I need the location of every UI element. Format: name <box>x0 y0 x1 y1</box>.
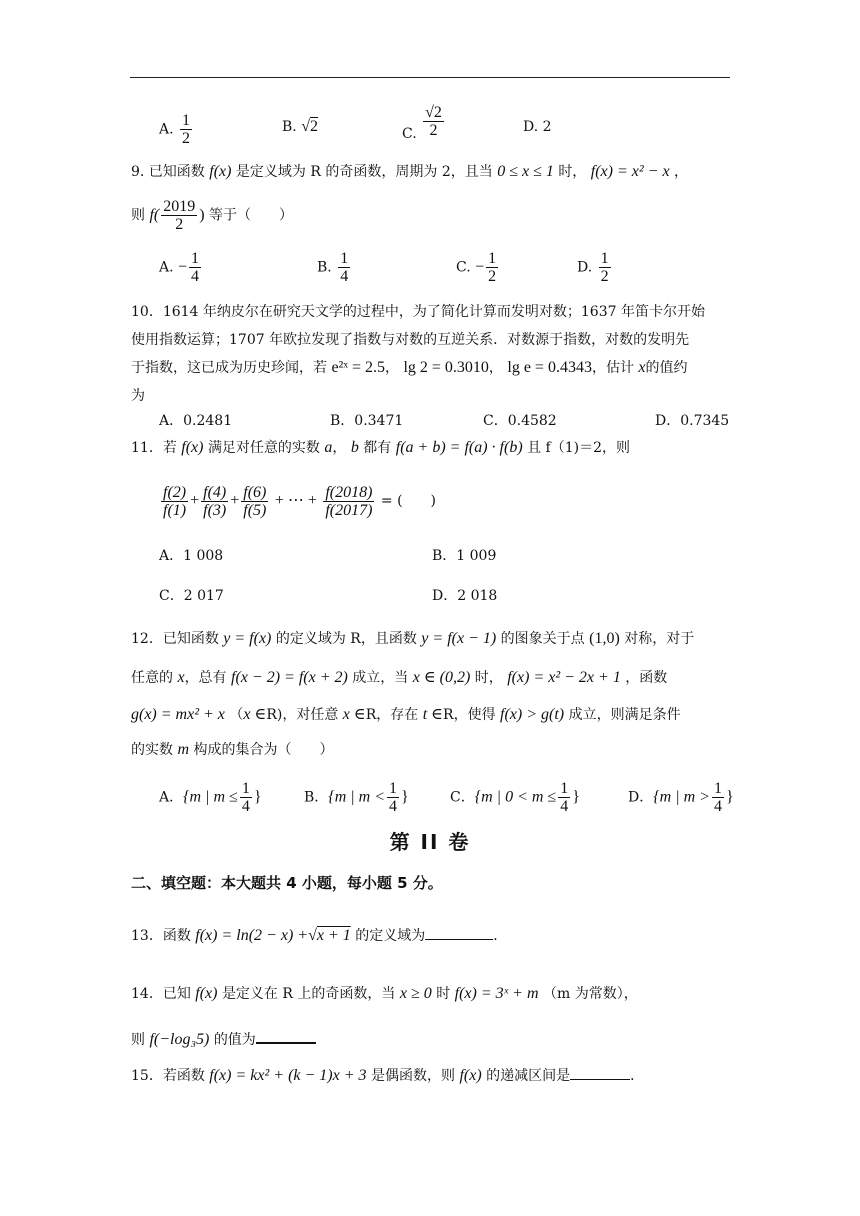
fraction <box>201 484 228 519</box>
question-text: ， <box>332 440 347 456</box>
numerator: 1 <box>488 250 497 267</box>
q12-line1 <box>131 629 694 649</box>
math-expression: x ∈ (0,2) <box>412 669 471 686</box>
question-text: 任意的 <box>131 670 173 686</box>
fraction <box>240 780 252 815</box>
option-label: A． <box>159 789 184 806</box>
question-text: 成立，当 <box>352 670 409 686</box>
q10-line1: 10．1614 年纳皮尔在研究天文学的过程中，为了简化计算而发明对数；1637 年笛卡尔开始 <box>131 304 705 320</box>
math-expression: f( <box>149 206 160 224</box>
q8-option-b <box>282 117 318 137</box>
question-text: 成立，则满足条件 <box>568 707 681 723</box>
math-expression: f(x) <box>181 439 204 456</box>
numerator: 1 <box>389 780 397 797</box>
math-expression: y = f(x − 1) <box>421 630 497 647</box>
question-text: 的值为 <box>213 1032 256 1048</box>
answer-blank[interactable] <box>425 939 493 940</box>
q12-option-a <box>159 780 262 815</box>
question-text: R，存在 <box>365 707 419 723</box>
question-text: 的图象关于点 <box>500 631 585 647</box>
question-text: 是定义域为 R 的奇函数，周期为 2，且当 <box>235 164 493 180</box>
question-text: 等于（ ） <box>209 207 294 224</box>
denominator: f(3) <box>203 501 227 519</box>
question-text: R)，对任意 <box>266 707 339 723</box>
q11-formula: $\frac{f(2)}{f(1)}$ + $\frac{f(4)}{f(3)}$ + $\frac{f(6)}{f(5)}$ + ⋯ + $\frac{f(2018)}{f(2017)}$ = ( ) <box>163 483 437 519</box>
math-expression: {m | m > <box>653 788 710 806</box>
question-number: 9. <box>131 164 145 180</box>
fraction <box>180 112 192 147</box>
sqrt-expression: √x + 1 <box>308 927 351 944</box>
math-variable: b <box>350 439 359 456</box>
math-expression: x ∈ <box>243 706 267 723</box>
question-text: ， <box>674 164 689 180</box>
q10-option-d: D．0.7345 <box>655 413 730 429</box>
numerator: 1 <box>560 780 569 797</box>
math-expression: f(x) = x² − 2x + 1 <box>507 669 621 686</box>
question-text: 都有 <box>363 440 392 456</box>
math-variable: a <box>324 439 333 456</box>
separator: ， <box>488 360 503 376</box>
section-heading: 二、填空题：本大题共 4 小题，每小题 5 分。 <box>131 874 443 892</box>
q9-option-c <box>456 250 500 285</box>
math-expression: {m | m ≤ <box>183 788 238 806</box>
math-expression: } <box>572 788 580 806</box>
q9-option-a <box>159 250 203 285</box>
math-expression: lg 2 = 0.3010 <box>403 359 489 376</box>
numerator: f(6) <box>243 483 267 501</box>
q14-line2 <box>131 1030 316 1050</box>
math-expression: x ∈ <box>342 706 366 723</box>
question-text: R，使得 <box>443 707 496 723</box>
option-label: D. <box>523 119 539 135</box>
question-text: 于指数，这已成为历史珍闻，若 <box>131 360 327 376</box>
denominator: 4 <box>241 798 250 815</box>
question-text: （m 为常数）， <box>542 986 638 1002</box>
math-expression: f(a + b) = f(a) · f(b) <box>395 439 523 456</box>
q9-line2 <box>131 198 293 233</box>
question-text: ，函数 <box>625 670 668 686</box>
denominator: 4 <box>191 268 200 285</box>
fraction <box>338 250 350 285</box>
question-text: 13．函数 <box>131 928 191 944</box>
math-expression: f(x) = kx² + (k − 1)x + 3 <box>209 1067 367 1084</box>
denominator: 2 <box>600 268 609 285</box>
option-value: 2 <box>542 119 552 135</box>
question-text: = ( ) <box>380 493 437 509</box>
option-label: C． <box>450 789 475 806</box>
q10-line4: 为 <box>131 388 145 404</box>
question-text: 15．若函数 <box>131 1068 205 1084</box>
q11-option-c: C．2 017 <box>159 588 224 604</box>
math-expression: } <box>253 788 262 806</box>
option-label: B. <box>282 119 297 135</box>
part-title: 第 II 卷 <box>389 830 471 854</box>
math-expression: {m | 0 < m ≤ <box>474 788 557 806</box>
q12-line2 <box>131 668 667 688</box>
math-variable: x <box>177 669 185 686</box>
numerator: f(4) <box>203 483 227 501</box>
radicand: 2 <box>309 118 318 135</box>
math-expression: (1,0) <box>589 630 620 647</box>
numerator: 1 <box>600 250 609 267</box>
fraction <box>189 250 201 285</box>
option-label: D． <box>628 789 654 806</box>
option-label: B． <box>304 789 329 806</box>
denominator: 2 <box>488 268 497 285</box>
math-expression: f(x) <box>459 1067 482 1084</box>
option-label: A. <box>159 259 174 276</box>
fraction <box>161 198 197 233</box>
q15 <box>131 1066 644 1086</box>
numerator: 1 <box>713 780 722 797</box>
math-expression: ) <box>199 206 205 224</box>
question-text: 12．已知函数 <box>131 631 219 647</box>
denominator: 4 <box>713 798 722 815</box>
q10-option-b: B．0.3471 <box>330 413 404 429</box>
q8-option-c <box>402 104 446 142</box>
header-rule <box>130 77 730 78</box>
denominator: 2 <box>182 130 191 147</box>
q11-option-a: A．1 008 <box>159 548 224 564</box>
question-text: ． <box>493 928 508 944</box>
math-expression: f(−log₃5) <box>149 1031 210 1048</box>
option-label: C. <box>402 125 417 142</box>
q12-option-b <box>304 780 409 815</box>
fraction <box>599 250 611 285</box>
math-expression: e²ˣ = 2.5 <box>331 359 385 376</box>
option-label: A. <box>159 121 174 138</box>
question-text: 的定义域为 R，且函数 <box>275 631 417 647</box>
q12-line4 <box>131 740 333 760</box>
question-text: 已知函数 <box>148 164 205 180</box>
fraction <box>712 780 724 815</box>
math-expression: } <box>725 788 734 806</box>
math-expression: f(x) <box>195 985 218 1002</box>
question-text: 11．若 <box>131 440 177 456</box>
question-text: 时， <box>474 670 503 686</box>
minus-sign: − <box>475 258 485 276</box>
math-expression: lg e = 0.4343 <box>507 359 592 376</box>
sqrt-expression: √2 <box>301 118 318 135</box>
q12-line3 <box>131 705 681 725</box>
q11-option-d: D．2 018 <box>432 588 498 604</box>
question-text: ，估计 <box>591 360 634 376</box>
q9-option-d <box>577 250 613 285</box>
q10-option-a: A．0.2481 <box>159 413 233 429</box>
q12-option-c <box>450 780 580 815</box>
question-text: （ <box>229 707 244 723</box>
denominator: f(2017) <box>325 501 373 519</box>
q11-line1 <box>131 438 630 458</box>
math-variable: x <box>638 359 646 376</box>
q10-line2: 使用指数运算；1707 年欧拉发现了指数与对数的互逆关系．对数源于指数，对数的发明先 <box>131 332 690 348</box>
denominator: f(1) <box>163 501 187 519</box>
question-text: 则 <box>131 207 145 224</box>
denominator: 4 <box>560 798 569 815</box>
numerator: 1 <box>340 250 349 267</box>
q9-line1 <box>131 162 688 182</box>
answer-blank[interactable] <box>256 1042 316 1044</box>
q8-option-d <box>523 117 552 137</box>
math-variable: m <box>177 741 190 758</box>
denominator: 2 <box>429 122 438 139</box>
q12-option-d <box>628 780 734 815</box>
question-text: 的定义域为 <box>355 928 426 944</box>
question-text: 的实数 <box>131 742 173 758</box>
question-text: ． <box>630 1068 645 1084</box>
question-text: 14．已知 <box>131 986 191 1002</box>
question-text: 的递减区间是 <box>486 1068 571 1084</box>
question-text: 是定义在 R 上的奇函数，当 <box>221 986 396 1002</box>
option-label: D. <box>577 259 593 276</box>
minus-sign: − <box>178 258 188 276</box>
radicand: x + 1 <box>316 927 351 944</box>
numerator: √2 <box>425 104 442 121</box>
math-expression: f(x) > g(t) <box>500 706 565 723</box>
ellipsis: + ⋯ + <box>274 492 317 509</box>
fraction <box>323 484 374 519</box>
math-expression: f(x) = ln(2 − x) + <box>195 927 309 944</box>
question-text: 满足对任意的实数 <box>207 440 320 456</box>
option-label: C. <box>456 259 471 276</box>
numerator: f(2) <box>163 483 187 501</box>
q14-line1 <box>131 984 638 1004</box>
q10-option-c: C．0.4582 <box>483 413 557 429</box>
q11-option-b: B．1 009 <box>432 548 497 564</box>
question-text: 对称，对于 <box>624 631 695 647</box>
answer-blank[interactable] <box>570 1079 630 1080</box>
numerator: 1 <box>241 780 250 797</box>
q9-option-b <box>317 250 352 285</box>
q10-line3 <box>131 358 688 378</box>
option-label: B. <box>317 259 332 276</box>
fraction <box>486 250 498 285</box>
math-expression: t ∈ <box>422 706 444 723</box>
denominator: 4 <box>340 268 349 285</box>
denominator: 4 <box>389 798 397 815</box>
fraction <box>423 104 444 139</box>
math-expression: f(x) = x² − x <box>590 163 670 180</box>
math-expression: {m | m < <box>328 788 385 806</box>
numerator: 2019 <box>163 198 196 215</box>
math-expression: g(x) = mx² + x <box>131 706 225 723</box>
math-expression: } <box>401 788 409 806</box>
question-text: 且 f（1)＝2，则 <box>527 440 631 456</box>
q8-option-a <box>159 112 194 147</box>
q13 <box>131 926 507 946</box>
math-expression: f(x − 2) = f(x + 2) <box>231 669 348 686</box>
question-text: ，总有 <box>184 670 227 686</box>
question-text: 是偶函数，则 <box>370 1068 455 1084</box>
math-expression: f(x) <box>209 163 232 180</box>
fraction <box>241 484 268 519</box>
question-text: 则 <box>131 1032 145 1048</box>
math-expression: f(x) = 3ˣ + m <box>454 985 539 1002</box>
fraction <box>161 484 188 519</box>
fraction <box>558 780 570 815</box>
numerator: f(2018) <box>325 483 373 501</box>
separator: ， <box>385 360 399 376</box>
denominator: 2 <box>175 216 184 233</box>
question-text: 时， <box>558 164 587 180</box>
math-expression: y = f(x) <box>223 630 272 647</box>
question-text: 构成的集合为（ ） <box>193 742 334 758</box>
denominator: f(5) <box>243 501 267 519</box>
numerator: 1 <box>191 250 200 267</box>
math-expression: 0 ≤ x ≤ 1 <box>497 163 554 180</box>
math-expression: x ≥ 0 <box>399 985 432 1002</box>
question-text: 的值约 <box>645 360 688 376</box>
fraction <box>387 780 399 815</box>
numerator: 1 <box>182 112 191 129</box>
question-text: 时 <box>436 986 451 1002</box>
